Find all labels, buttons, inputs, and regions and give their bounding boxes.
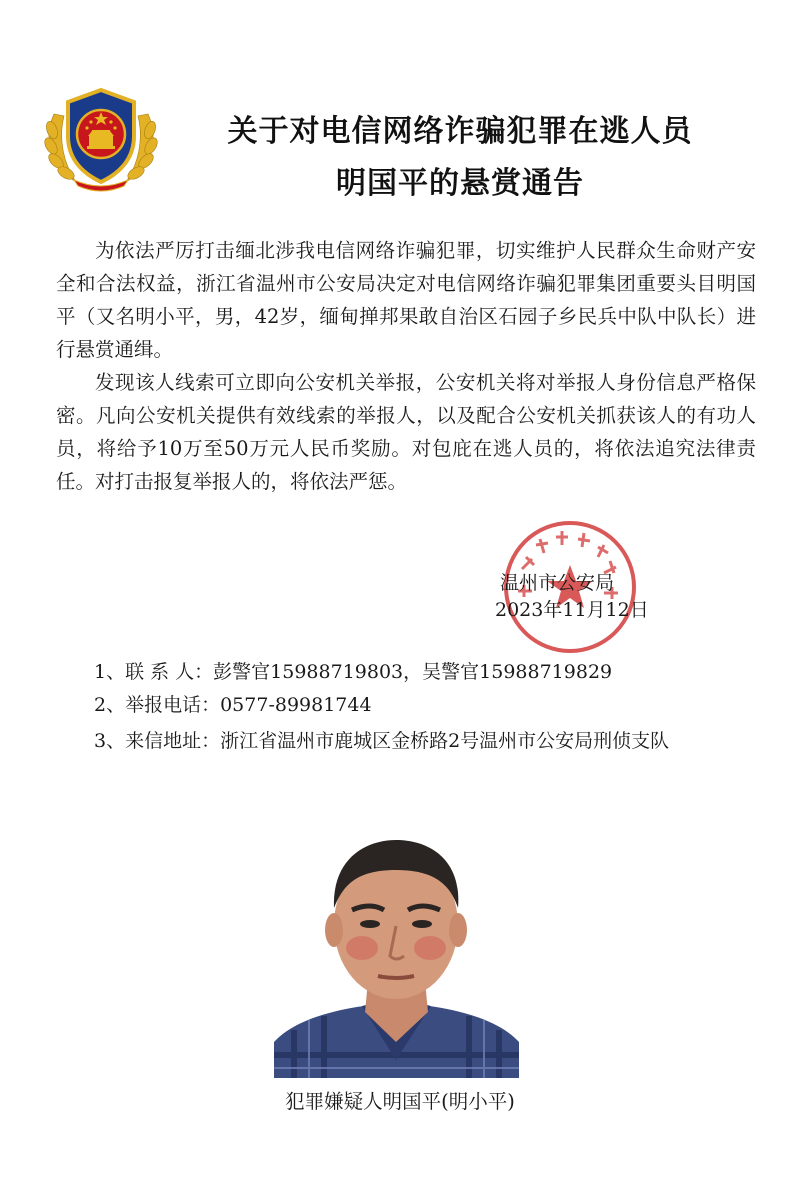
notice-paragraph-1: 为依法严厉打击缅北涉我电信网络诈骗犯罪，切实维护人民群众生命财产安全和合法权益，浙江省温州市公安局决定对电信网络诈骗犯罪集团重要头目明国平（又名明小平，男，42岁，缅甸掸邦果敢自治区石园子乡民兵中队中队长）进行悬赏通缉。 <box>56 239 756 361</box>
issue-date: 2023年11月12日 <box>495 599 649 621</box>
contact-persons-label: 1、联 系 人： <box>94 661 214 683</box>
police-emblem-icon <box>42 84 160 194</box>
suspect-photo <box>274 820 519 1078</box>
mail-address <box>56 725 756 758</box>
contact-persons-value: 彭警官15988719803，吴警官15988719829 <box>213 661 613 683</box>
report-phone-label: 2、举报电话： <box>94 694 221 716</box>
photo-caption: 犯罪嫌疑人明国平(明小平) <box>285 1090 515 1113</box>
notice-title-line-1: 关于对电信网络诈骗犯罪在逃人员 <box>227 114 693 149</box>
contact-persons <box>56 656 756 689</box>
mail-address-value: 浙江省温州市鹿城区金桥路2号温州市公安局刑侦支队 <box>220 730 670 752</box>
notice-title-line-2: 明国平的悬赏通告 <box>336 166 584 201</box>
issuing-authority: 温州市公安局 <box>500 572 615 594</box>
mail-address-label: 3、来信地址： <box>94 730 221 752</box>
notice-paragraph-2: 发现该人线索可立即向公安机关举报，公安机关将对举报人身份信息严格保密。凡向公安机关提供有效线索的举报人，以及配合公安机关抓获该人的有功人员，将给予10万至50万元人民币奖励。对包庇在逃人员的，将依法追究法律责任。对打击报复举报人的，将依法严惩。 <box>56 371 756 493</box>
report-phone <box>56 689 756 722</box>
report-phone-value: 0577-89981744 <box>220 694 372 716</box>
